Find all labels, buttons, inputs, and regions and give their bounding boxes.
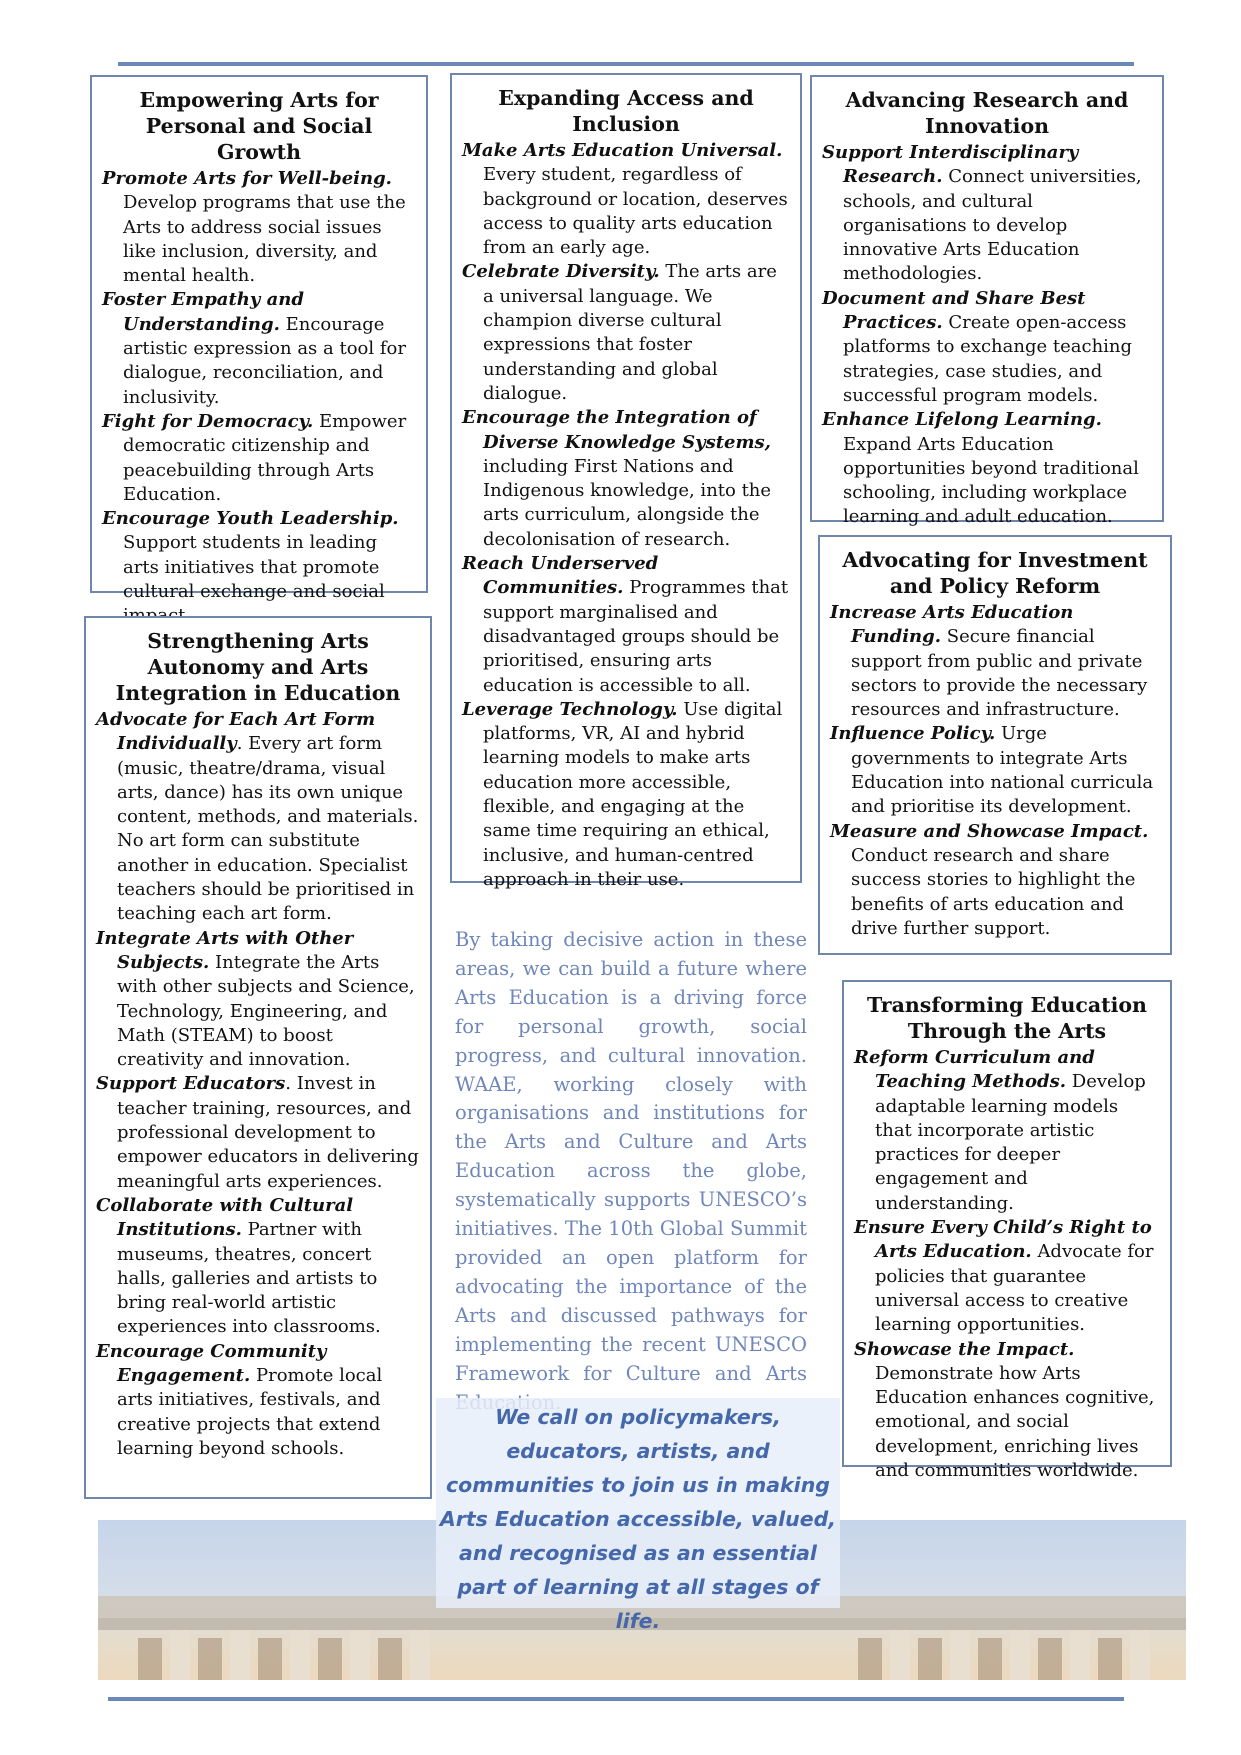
summary-paragraph: By taking decisive action in these areas, we can build a future where Arts Education is a driving force for personal growth, social progress, and cultural innovation. WAAE, working closely with organisations and institutions for the Arts and Culture and Arts Education across the globe, systematically supports UNESCO’s initiatives. The 10th Global Summit provided an open platform for advocating the importance of the Arts and discussed pathways for implementing the recent UNESCO Framework for Culture and Arts bbox=[455, 928, 807, 1385]
box-arts-autonomy bbox=[84, 616, 432, 1499]
list-item: Reform Curriculum and Teaching Methods. Develop adaptable learning models that incorporate artistic practices for deeper engagement and understanding. bbox=[854, 1047, 1146, 1214]
list-item: Showcase the Impact. Demonstrate how Arts Education enhances cognitive, emotional, and social development, enriching lives and communities worldwide. bbox=[854, 1338, 1155, 1482]
list-item: Support Educators. Invest in teacher training, resources, and professional development to empower educators in delivering meaningful arts experiences. bbox=[96, 1073, 419, 1192]
box-investment-policy bbox=[818, 535, 1172, 955]
list-item: Make Arts Education Universal. Every student, regardless of background or location, deserves access to quality arts education from an early age. bbox=[462, 140, 788, 259]
box-title: Advocating for Investment and Policy Reform bbox=[842, 548, 1148, 598]
list-item: Encourage Community Engagement. Promote local arts initiatives, festivals, and creative projects that extend learning beyond schools. bbox=[96, 1340, 383, 1459]
box-access-inclusion bbox=[450, 73, 802, 890]
box-title: Empowering Arts for Personal and Social Growth bbox=[139, 88, 379, 164]
list-item: Integrate Arts with Other Subjects. Integrate the Arts with other subjects and Science, Technology, Engineering, and Math (STEAM) to boost creativity and innovation. bbox=[96, 927, 415, 1071]
list-item: Enhance Lifelong Learning. Expand Arts Education opportunities beyond traditional schooling, including workplace learning and adult education. bbox=[822, 409, 1139, 528]
top-rule bbox=[118, 62, 1134, 66]
list-item: Encourage the Integration of Diverse Knowledge Systems, including First Nations and Indigenous knowledge, into the arts curriculum, alongside the decolonisation of research. bbox=[462, 407, 772, 550]
list-item: Advocate for Each Art Form Individually. Every art form (music, theatre/drama, visual arts, dance) has its own unique content, methods, and materials. No art form can substitute another in education. Specialist teachers should be prioritised in teaching each art form. bbox=[96, 709, 419, 925]
list-item: Ensure Every Child’s Right to Arts Education. Advocate for policies that guarantee universal access to creative learning opportunities. bbox=[854, 1217, 1154, 1336]
call-to-action: We call on policymakers, educators, artists, and communities to join us in making Arts Education accessible, valued, and recognised as an essential part of learning at all stages of life. bbox=[439, 1405, 837, 1633]
list-item: Fight for Democracy. Empower democratic citizenship and peacebuilding through Arts Education. bbox=[102, 410, 407, 505]
list-item: Celebrate Diversity. The arts are a universal language. We champion diverse cultural expressions that foster understanding and global dialogue. bbox=[462, 261, 777, 404]
list-item: Encourage Youth Leadership. Support students in leading arts initiatives that promote cultural exchange and social bbox=[102, 508, 399, 603]
box-research-innovation bbox=[810, 75, 1164, 528]
box-transforming-education bbox=[842, 980, 1172, 1482]
list-item: Reach Underserved Communities. Programmes that support marginalised and disadvantaged groups should be prioritised, ensuring arts education is accessible to all. bbox=[462, 553, 789, 696]
box-title: Expanding Access and Inclusion bbox=[498, 86, 754, 136]
list-item: Influence Policy. Urge governments to integrate Arts Education into national curricula and prioritise its development. bbox=[830, 723, 1154, 818]
box-personal-growth bbox=[90, 75, 428, 603]
box-title: Transforming Education Through the Arts bbox=[867, 993, 1147, 1043]
list-item: Foster Empathy and Understanding. Encourage artistic expression as a tool for dialogue, reconciliation, and inclusivity. bbox=[102, 289, 406, 408]
list-item: Increase Arts Education Funding. Secure financial support from public and private sectors to provide the necessary resources and infrastructure. bbox=[830, 602, 1148, 721]
list-item: Document and Share Best Practices. Create open-access platforms to exchange teaching strategies, case studies, and successful program models. bbox=[822, 287, 1133, 406]
list-item: Collaborate with Cultural Institutions. Partner with museums, theatres, concert halls, galleries and artists to bring real-world artistic experiences into classrooms. bbox=[96, 1194, 381, 1338]
list-item: Leverage Technology. Use digital platforms, VR, AI and hybrid learning models to make arts education more accessible, flexible, and engaging at the same time requiring an ethical, inclusive, and human-centred approach in their use. bbox=[462, 698, 783, 890]
bottom-rule bbox=[108, 1697, 1124, 1701]
box-title: Advancing Research and Innovation bbox=[845, 88, 1129, 138]
list-item: Support Interdisciplinary Research. Connect universities, schools, and cultural organisations to develop innovative Arts Education methodologies. bbox=[822, 142, 1142, 285]
list-item: Measure and Showcase Impact. Conduct research and share success stories to highlight the benefits of arts education and drive further support. bbox=[830, 820, 1149, 939]
list-item: Promote Arts for Well-being. Develop programs that use the Arts to address social issues like inclusion, diversity, and mental health. bbox=[102, 168, 406, 287]
box-title: Strengthening Arts Autonomy and Arts Integration in Education bbox=[115, 629, 401, 705]
